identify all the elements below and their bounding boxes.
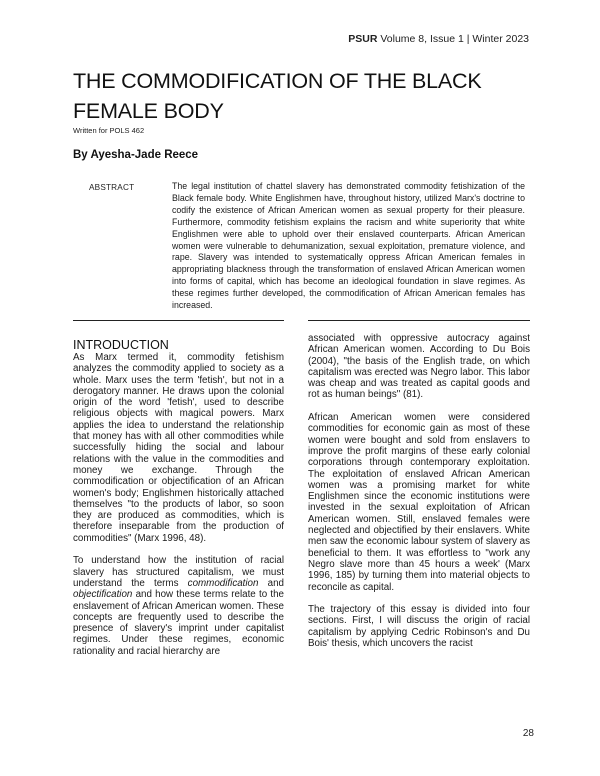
issue-info: Volume 8, Issue 1 | Winter 2023: [380, 33, 529, 45]
author-byline: By Ayesha-Jade Reece: [73, 149, 199, 161]
p2-and: and: [258, 577, 284, 589]
term-commodification: commodification: [187, 577, 259, 589]
intro-paragraph-5: The trajectory of this essay is divided into four sections. First, I will discuss the origin of racial capitalism by applying Cedric Robinson's and Du Bois' thesis, which uncovers the racist: [308, 604, 530, 650]
article-title: THE COMMODIFICATION OF THE BLACK FEMALE BODY: [73, 69, 482, 123]
intro-paragraph-3: associated with oppressive autocracy against African American women. According to Du Bois (2004), "the basis of the English trade, on which capitalism was erected was Negro labor. This labor was cheap and was treated as capital goods and rot as human beings" (81).: [308, 333, 530, 401]
p2-text-start: To understand how the institution of racial slavery has structured capitalism, we must understand the terms: [73, 555, 284, 589]
intro-paragraph-1: As Marx termed it, commodity fetishism analyzes the commodity applied to society as a whole. Marx uses the term 'fetish', but not in a derogatory manner. He draws upon the colonial origin of the word 'fetish', used to describe religious objects with magical powers. Marx applies the idea to understand the relationship that money has with all other commodities while successfully hiding the social and labour relations with the value in the commodities and money we exchange. Through the commodification or objectification of an African women's body; Englishmen historically attached themselves "to the products of labor, so soon they are produced as commodities, which is therefore inseparable from the production of commodities" (Marx 1996, 48).: [73, 352, 284, 544]
section-divider-left: [73, 320, 284, 321]
introduction-heading: INTRODUCTION: [73, 338, 169, 352]
body-column-left: [73, 352, 284, 668]
term-objectification: objectification: [73, 589, 133, 601]
section-divider-right: [308, 320, 530, 321]
page-number: 28: [522, 728, 534, 739]
p2-text-end: and how these terms relate to the enslavement of African American women. These concepts are frequently used to describe the presence of slavery's imprint under capitalist regimes. Under these regimes, economic rationality and racial hierarchy are: [73, 589, 284, 657]
intro-paragraph-4: African American women were considered commodities for economic gain as most of these women were bought and sold from enslavers to improve the profit margins of these early colonial corporations through contemporary exploitation. The exploitation of enslaved African American women was a promising market for white Englishmen since the economic institutions were invested in the sexual exploitation of African American women. Still, enslaved females were neglected and objectified by their enslavers. White men saw the economic labour system of slavery as beneficial to them. It was effortless to "work any Negro slave more than 45 hours a week' (Marx 1996, 185) by turning them into material objects to reconcile as capital.: [308, 412, 530, 593]
intro-paragraph-2: [73, 555, 284, 657]
running-header: [348, 33, 529, 45]
journal-name: PSUR: [348, 33, 378, 45]
abstract-label: ABSTRACT: [89, 183, 135, 192]
abstract-text: The legal institution of chattel slavery has demonstrated commodity fetishization of the Black female body. White Englishmen have, throughout history, utilized Marx's doctrine to codify the existence of African American women as sexual property for their pleasure. Furthermore, commodity fetishism explains the racism and white superiority that white Englishmen were able to uphold over their enslaved counterparts. African American women were vulnerable to dehumanization, sexual exploitation, premature violence, and rape. Slavery was intended to systematically oppress African American females in appropriating blackness through the transformation of enslaved African American women into forms of capital, which has become an ideological foundation in slave regimes. As these regimes further developed, the commodification of African American females has increased.: [172, 181, 525, 311]
body-column-right: [308, 333, 530, 661]
written-for-note: Written for POLS 462: [73, 126, 145, 135]
